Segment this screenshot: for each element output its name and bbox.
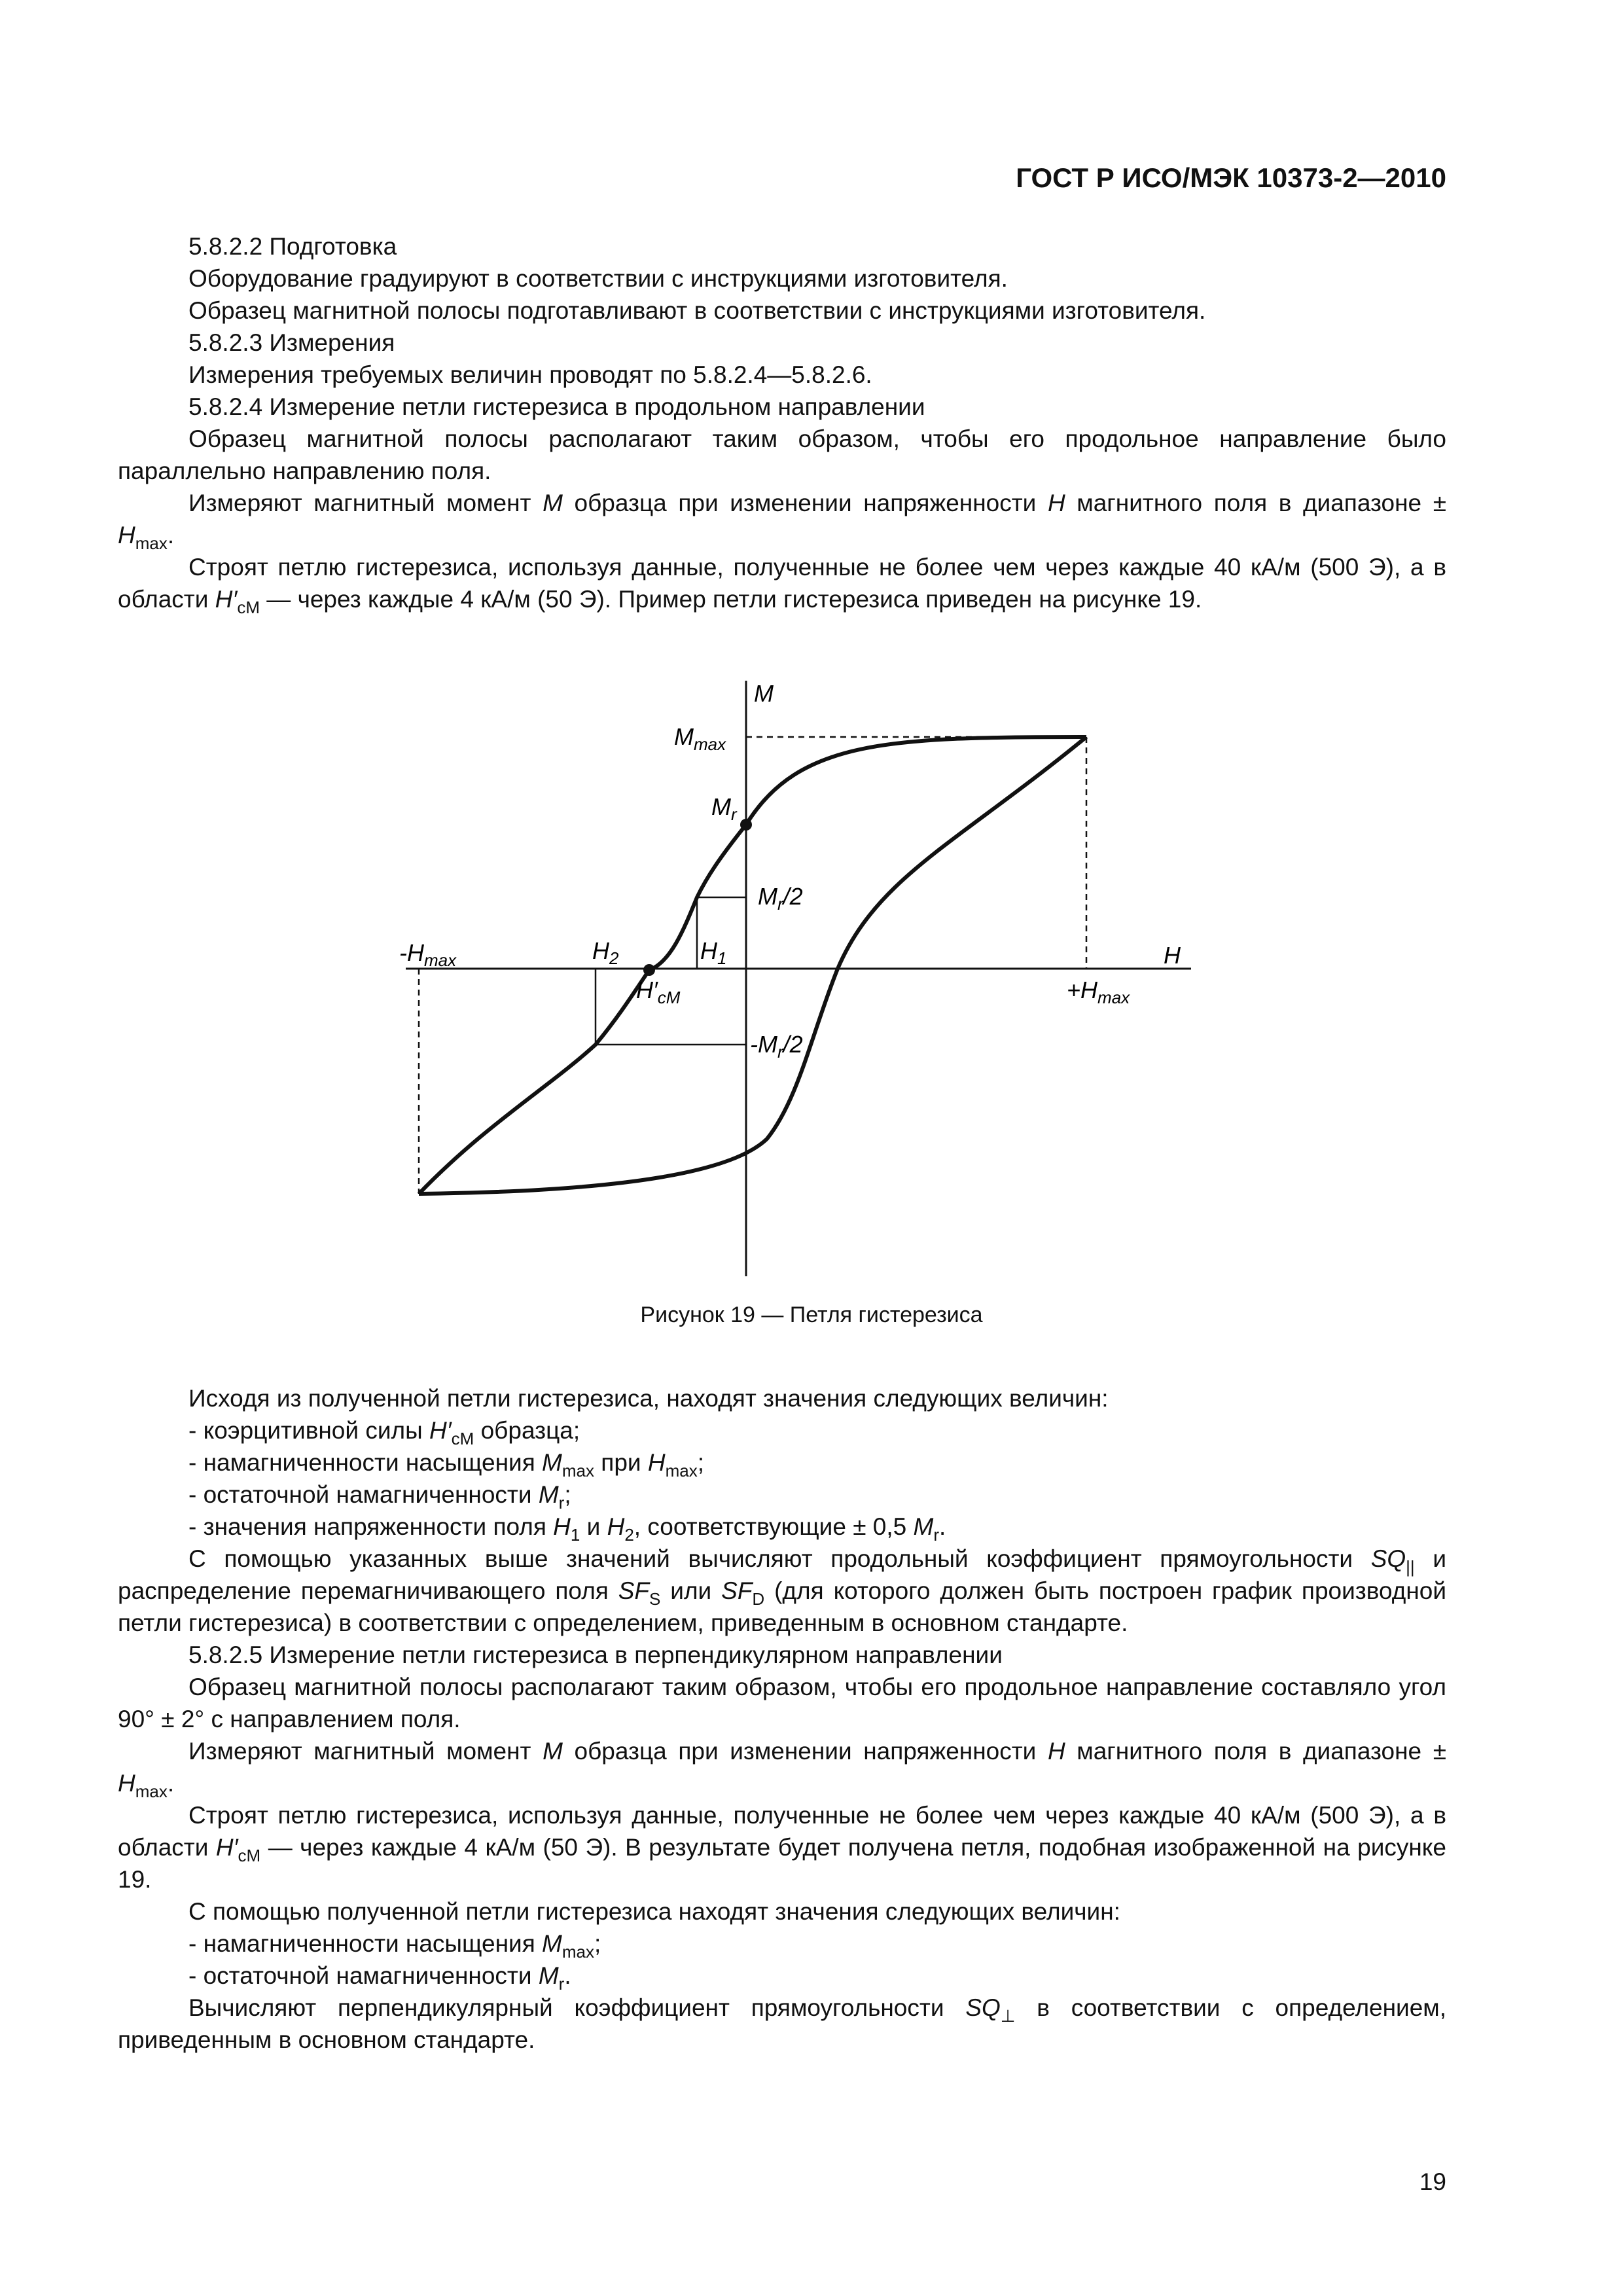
page-number: 19 <box>1419 2168 1446 2195</box>
paragraph: Образец магнитной полосы располагают таким образом, чтобы его продольное направление было параллельно направлению поля. <box>118 425 1446 484</box>
section-bottom <box>118 1382 1446 2056</box>
list-item: - значения напряженности поля $H_1$ и $H_2$, соответствующие ± 0,5 $M_r$. <box>188 1513 946 1545</box>
pos-hmax-label: $+H_{max}$ <box>1067 977 1130 1007</box>
upper-branch <box>419 737 1086 1194</box>
paragraph: Образец магнитной полосы располагают таким образом, чтобы его продольное направление составляло угол 90° ± 2° с направлением поля. <box>118 1674 1446 1732</box>
paragraph: С помощью полученной петли гистерезиса находят значения следующих величин: <box>188 1898 1120 1925</box>
paragraph: Исходя из полученной петли гистерезиса, находят значения следующих величин: <box>188 1385 1109 1412</box>
neg-mr-half-label: $-M_r/2$ <box>750 1031 803 1062</box>
paragraph: Вычисляют перпендикулярный коэффициент прямоугольности $SQ_\perp$ в соответствии с определением, приведенным в основном стандарте. <box>118 1994 1447 2053</box>
hysteresis-loop-figure <box>366 668 1191 1283</box>
remanence-point <box>740 819 752 831</box>
paragraph: Образец магнитной полосы подготавливают в соответствии с инструкциями изготовителя. <box>188 297 1206 324</box>
list-item: - намагниченности насыщения $M_{max}$; <box>188 1930 601 1962</box>
paragraph: Оборудование градуируют в соответствии с инструкциями изготовителя. <box>188 265 1008 292</box>
m-axis-label: M <box>754 680 774 707</box>
section-top <box>118 230 1446 615</box>
h2-label: $H_2$ <box>592 937 619 968</box>
subsection-heading: 5.8.2.4 Измерение петли гистерезиса в продольном направлении <box>188 393 925 420</box>
subsection-heading: 5.8.2.3 Измерения <box>188 329 395 356</box>
list-item: - остаточной намагниченности $M_r$. <box>188 1962 571 1994</box>
h1-label: $H_1$ <box>700 937 727 968</box>
subsection-heading: 5.8.2.5 Измерение петли гистерезиса в перпендикулярном направлении <box>188 1641 1003 1668</box>
paragraph: Измеряют магнитный момент M образца при изменении напряженности H магнитного поля в диапазоне ± $H_{max}$. <box>118 1738 1447 1801</box>
paragraph: Строят петлю гистерезиса, используя данные, полученные не более чем через каждые 40 кА/м (500 Э), а в области $H'_{cM}$ — через каждые 4 кА/м (50 Э). Пример петли гистерезиса приведен на рисунке 19. <box>118 554 1446 617</box>
paragraph: С помощью указанных выше значений вычисляют продольный коэффициент прямоугольности $SQ_{||}$ и распределение перемагничивающего поля $SF_S$ или $SF_D$ (для которого должен быть построен график производной петли гистерезиса) в соответствии с определением, приведенным в основном стандарте. <box>118 1545 1447 1636</box>
coercivity-point <box>643 964 655 976</box>
subsection-heading: 5.8.2.2 Подготовка <box>188 233 397 260</box>
mr-half-label: $M_r/2$ <box>758 883 803 914</box>
list-item: - остаточной намагниченности $M_r$; <box>188 1481 571 1513</box>
paragraph: Строят петлю гистерезиса, используя данные, полученные не более чем через каждые 40 кА/м (500 Э), а в области $H'_{cM}$ — через каждые 4 кА/м (50 Э). В результате будет получена петля, подобная изображенной на рисунке 19. <box>118 1802 1446 1893</box>
hcm-label: $H'_{cM}$ <box>636 977 681 1007</box>
mr-label: $M_r$ <box>711 793 737 824</box>
list-item: - намагниченности насыщения $M_{max}$ при $H_{max}$; <box>188 1449 704 1480</box>
hysteresis-diagram <box>366 668 1191 1283</box>
mmax-label: $M_{max}$ <box>674 723 726 754</box>
list-item: - коэрцитивной силы $H'_{cM}$ образца; <box>188 1417 580 1448</box>
paragraph: Измеряют магнитный момент M образца при изменении напряженности H магнитного поля в диапазоне ± $H_{max}$. <box>118 490 1447 553</box>
document-header: ГОСТ Р ИСО/МЭК 10373-2—2010 <box>1016 162 1446 193</box>
neg-hmax-label: $-H_{max}$ <box>399 939 457 970</box>
paragraph: Измерения требуемых величин проводят по 5.8.2.4—5.8.2.6. <box>188 361 872 388</box>
h-axis-label: H <box>1164 942 1181 969</box>
figure-caption: Рисунок 19 — Петля гистерезиса <box>640 1302 983 1327</box>
lower-branch <box>419 737 1086 1194</box>
